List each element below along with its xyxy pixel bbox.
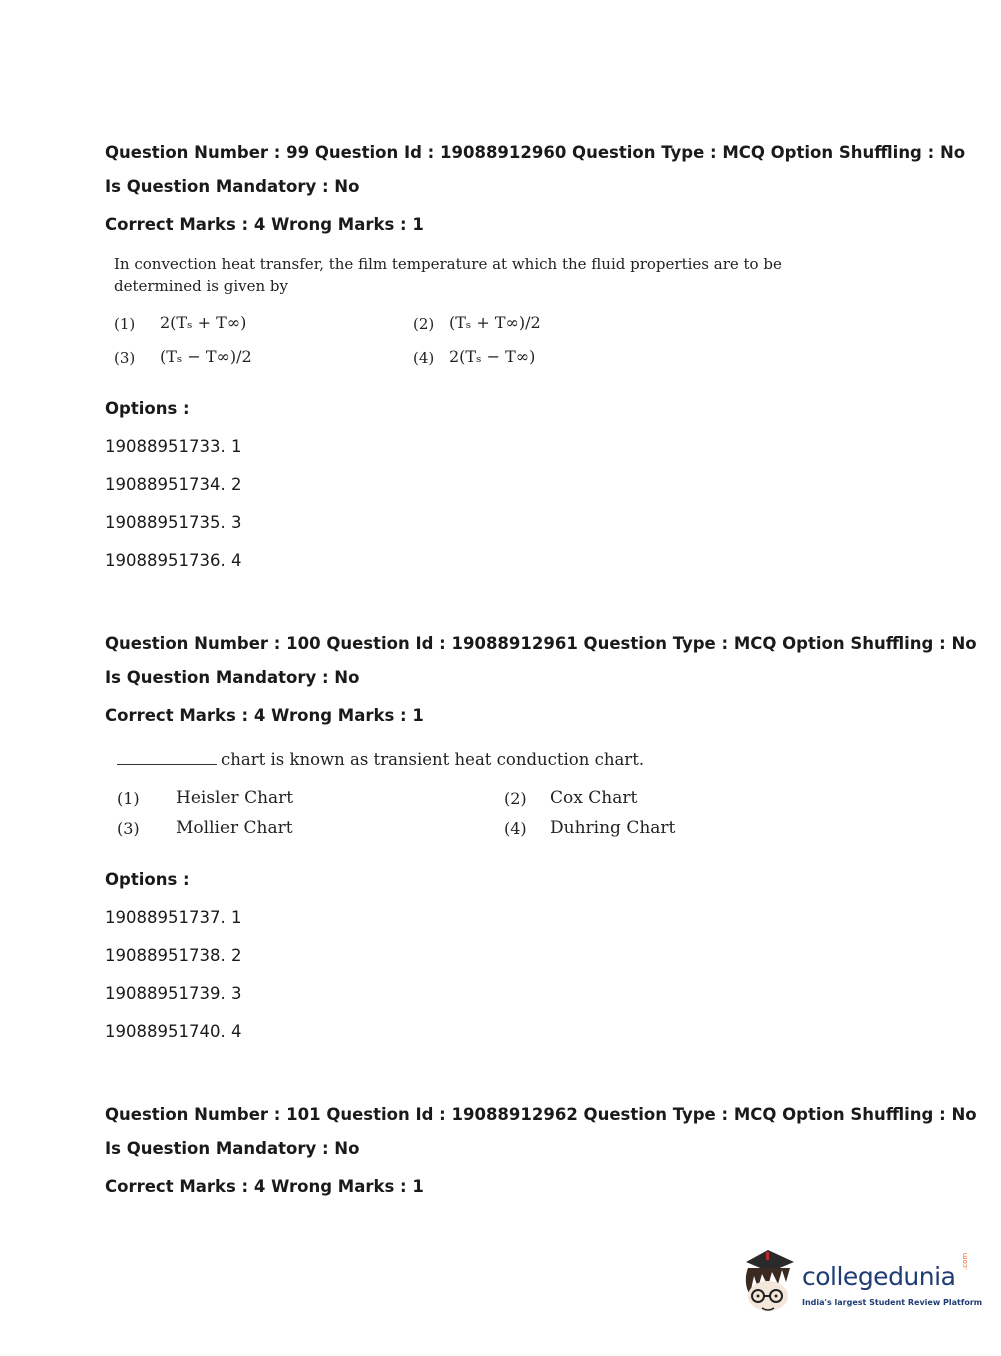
q99-text-line2: determined is given by — [114, 277, 289, 295]
q101-marks: Correct Marks : 4 Wrong Marks : 1 — [105, 1177, 424, 1196]
q99-option-3: 19088951735. 3 — [105, 513, 242, 532]
q99-choice-2-value: (Tₛ + T∞)/2 — [449, 313, 541, 332]
collegedunia-logo[interactable] — [740, 1248, 983, 1318]
q100-choice-1-value: Heisler Chart — [176, 788, 294, 808]
q99-choice-1-num: (1) — [114, 315, 136, 333]
q100-option-3: 19088951739. 3 — [105, 984, 242, 1003]
q100-text — [117, 749, 644, 770]
q100-marks: Correct Marks : 4 Wrong Marks : 1 — [105, 706, 424, 725]
q99-header: Question Number : 99 Question Id : 19088912960 Question Type : MCQ Option Shuffling : No — [105, 143, 966, 162]
logo-suffix: .com — [961, 1252, 969, 1270]
mascot-icon — [740, 1248, 800, 1318]
q101-header: Question Number : 101 Question Id : 19088912962 Question Type : MCQ Option Shuffling : No — [105, 1105, 977, 1124]
q100-choice-2-num: (2) — [504, 789, 527, 808]
logo-tagline: India's largest Student Review Platform — [802, 1298, 983, 1307]
q99-option-2: 19088951734. 2 — [105, 475, 242, 494]
q99-options-label: Options : — [105, 399, 190, 418]
q99-choice-3-value: (Tₛ − T∞)/2 — [160, 347, 252, 366]
q99-marks: Correct Marks : 4 Wrong Marks : 1 — [105, 215, 424, 234]
q100-choice-2-value: Cox Chart — [550, 788, 638, 808]
q99-text-line1: In convection heat transfer, the film temperature at which the fluid properties are to be — [114, 255, 782, 273]
q100-options-label: Options : — [105, 870, 190, 889]
q100-option-4: 19088951740. 4 — [105, 1022, 242, 1041]
q99-choice-3-num: (3) — [114, 349, 136, 367]
q100-choice-4-num: (4) — [504, 819, 527, 838]
q100-text-line1: chart is known as transient heat conduction chart. — [221, 750, 645, 769]
q99-mandatory: Is Question Mandatory : No — [105, 177, 360, 196]
logo-name: collegedunia — [802, 1262, 956, 1291]
q101-mandatory: Is Question Mandatory : No — [105, 1139, 360, 1158]
q100-option-1: 19088951737. 1 — [105, 908, 242, 927]
q100-choice-4-value: Duhring Chart — [550, 818, 676, 838]
q100-header: Question Number : 100 Question Id : 19088912961 Question Type : MCQ Option Shuffling : No — [105, 634, 977, 653]
q100-mandatory: Is Question Mandatory : No — [105, 668, 360, 687]
q99-choice-4-num: (4) — [413, 349, 435, 367]
q100-choice-3-value: Mollier Chart — [176, 818, 293, 838]
fill-in-blank — [117, 752, 217, 765]
q100-choice-1-num: (1) — [117, 789, 140, 808]
q99-choice-2-num: (2) — [413, 315, 435, 333]
q100-option-2: 19088951738. 2 — [105, 946, 242, 965]
q99-choice-4-value: 2(Tₛ − T∞) — [449, 347, 536, 366]
q99-option-1: 19088951733. 1 — [105, 437, 242, 456]
q100-choice-3-num: (3) — [117, 819, 140, 838]
q99-option-4: 19088951736. 4 — [105, 551, 242, 570]
q99-choice-1-value: 2(Tₛ + T∞) — [160, 313, 247, 332]
